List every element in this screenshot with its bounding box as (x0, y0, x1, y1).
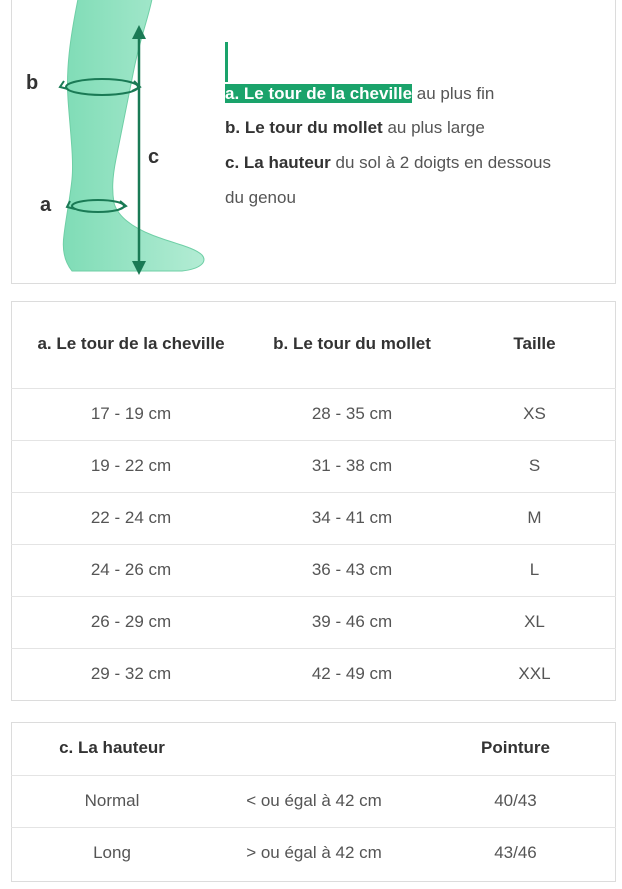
size-table (11, 301, 616, 700)
cell-ankle: 19 - 22 cm (11, 440, 251, 492)
desc-height-bold: c. La hauteur (225, 153, 331, 172)
cell-ankle: 26 - 29 cm (11, 596, 251, 648)
label-c: c (148, 146, 160, 168)
desc-calf (225, 118, 485, 138)
leg-shape (63, 0, 204, 271)
table-row (11, 775, 616, 827)
cell-height-range: > ou égal à 42 cm (246, 843, 382, 863)
cell-size: XL (453, 596, 616, 648)
cell-shoe-size: 43/46 (494, 843, 537, 863)
desc-ankle-bold: a. Le tour de la cheville (225, 84, 413, 103)
desc-height-rest: du sol à 2 doigts en dessous (330, 153, 552, 172)
size-table-header-row (11, 301, 616, 388)
desc-height-cont (225, 188, 296, 208)
cell-ankle: 29 - 32 cm (90, 664, 172, 684)
cell-size: XS (453, 388, 616, 440)
table-row (11, 648, 616, 700)
cell-calf: 31 - 38 cm (251, 440, 453, 492)
table-row (11, 827, 616, 879)
desc-calf-rest: au plus large (382, 118, 485, 137)
table-row (11, 544, 616, 596)
cell-ankle: 17 - 19 cm (11, 388, 251, 440)
header-calf: b. Le tour du mollet (251, 301, 453, 388)
cell-ankle: 24 - 26 cm (11, 544, 251, 596)
cell-calf: 34 - 41 cm (251, 492, 453, 544)
leg-measurement-illustration (12, 0, 222, 285)
cell-shoe-size: 40/43 (415, 775, 616, 827)
height-table-header-row (11, 722, 616, 775)
desc-height-rest2: du genou (225, 188, 296, 207)
header-size: Taille (453, 301, 616, 388)
desc-ankle-rest: au plus fin (412, 84, 495, 103)
cell-size: XXL (518, 664, 551, 684)
cell-size: L (453, 544, 616, 596)
table-row (11, 440, 616, 492)
cell-calf: 28 - 35 cm (251, 388, 453, 440)
measurement-guide-card (11, 0, 616, 284)
desc-calf-bold: b. Le tour du mollet (225, 118, 383, 137)
table-row (11, 492, 616, 544)
cell-height-range: < ou égal à 42 cm (213, 775, 415, 827)
header-blank (213, 722, 415, 775)
table-row (11, 596, 616, 648)
cell-calf: 36 - 43 cm (251, 544, 453, 596)
height-table (11, 722, 616, 879)
cell-calf: 42 - 49 cm (311, 664, 393, 684)
table-row (11, 388, 616, 440)
desc-ankle (225, 84, 494, 104)
cell-size: S (453, 440, 616, 492)
label-a: a (40, 194, 52, 216)
label-b: b (26, 72, 39, 94)
header-height: c. La hauteur (11, 722, 213, 775)
cell-size: M (453, 492, 616, 544)
selection-caret (225, 42, 228, 82)
cell-ankle: 22 - 24 cm (11, 492, 251, 544)
cell-length: Long (93, 843, 131, 863)
header-ankle: a. Le tour de la cheville (11, 301, 251, 388)
header-shoe-size: Pointure (415, 722, 616, 775)
desc-height (225, 153, 551, 173)
cell-length: Normal (11, 775, 213, 827)
cell-calf: 39 - 46 cm (251, 596, 453, 648)
